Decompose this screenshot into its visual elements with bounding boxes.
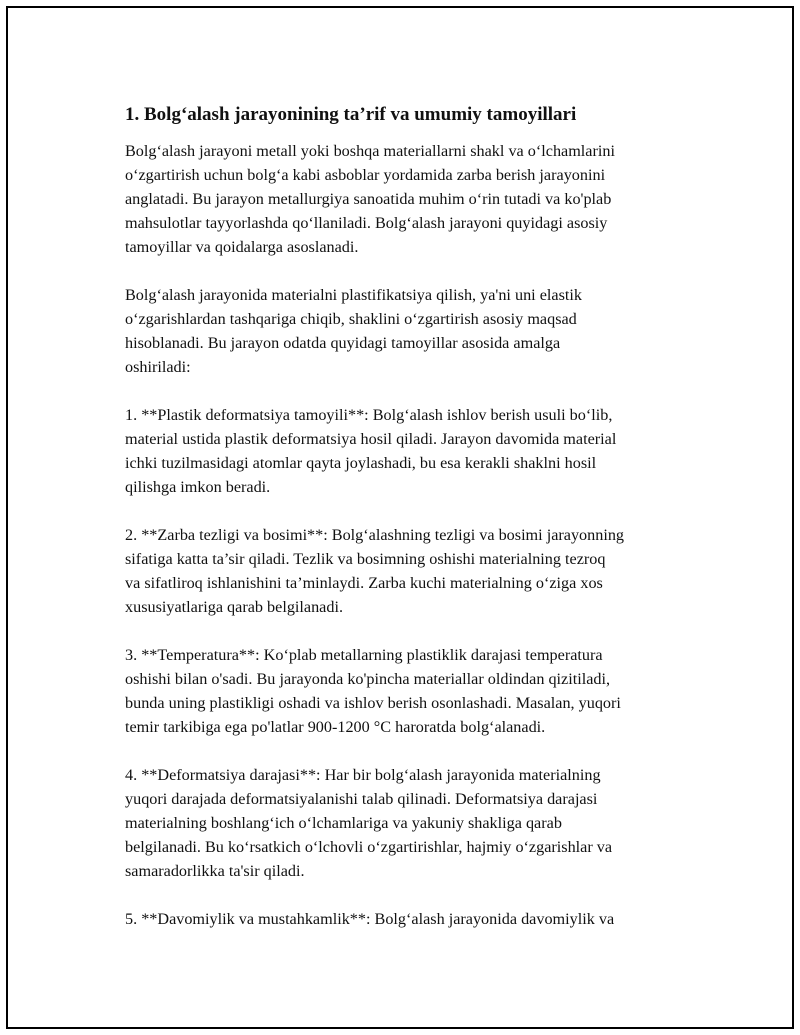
paragraph-line: temir tarkibiga ega po'latlar 900-1200 °C haroratda bolg‘alanadi.: [125, 718, 546, 736]
paragraph-line: belgilanadi. Bu ko‘rsatkich o‘lchovli o‘zgartirishlar, hajmiy o‘zgarishlar va: [125, 838, 613, 856]
paragraph-line: qilishga imkon beradi.: [125, 478, 271, 496]
paragraph-line: mahsulotlar tayyorlashda qo‘llaniladi. Bolg‘alash jarayoni quyidagi asosiy: [125, 214, 608, 232]
paragraph-line: 2. **Zarba tezligi va bosimi**: Bolg‘alashning tezligi va bosimi jarayonning: [125, 526, 625, 544]
section-heading: 1. Bolg‘alash jarayonining ta’rif va umumiy tamoyillari: [125, 104, 577, 125]
paragraph-line: o‘zgarishlardan tashqariga chiqib, shaklini o‘zgartirish asosiy maqsad: [125, 310, 577, 328]
paragraph-line: oshiriladi:: [125, 358, 191, 376]
paragraph-line: sifatiga katta ta’sir qiladi. Tezlik va bosimning oshishi materialning tezroq: [125, 550, 606, 568]
paragraph-list: [125, 139, 705, 931]
paragraph: [125, 763, 705, 883]
paragraph-line: ichki tuzilmasidagi atomlar qayta joylashadi, bu esa kerakli shaklni hosil: [125, 454, 597, 472]
paragraph-line: bunda uning plastikligi oshadi va ishlov berish osonlashadi. Masalan, yuqori: [125, 694, 621, 712]
paragraph: [125, 523, 705, 619]
paragraph-line: Bolg‘alash jarayonida materialni plastifikatsiya qilish, ya'ni uni elastik: [125, 286, 582, 304]
document-body: [125, 101, 705, 955]
paragraph-line: materialning boshlang‘ich o‘lchamlariga va yakuniy shakliga qarab: [125, 814, 562, 832]
paragraph: [125, 139, 705, 259]
page-frame: [6, 6, 794, 1029]
paragraph-line: yuqori darajada deformatsiyalanishi talab qilinadi. Deformatsiya darajasi: [125, 790, 598, 808]
paragraph-line: anglatadi. Bu jarayon metallurgiya sanoatida muhim o‘rin tutadi va ko'plab: [125, 190, 612, 208]
paragraph-line: 3. **Temperatura**: Ko‘plab metallarning plastiklik darajasi temperatura: [125, 646, 603, 664]
paragraph: [125, 643, 705, 739]
paragraph-line: tamoyillar va qoidalarga asoslanadi.: [125, 238, 359, 256]
paragraph-line: 1. **Plastik deformatsiya tamoyili**: Bolg‘alash ishlov berish usuli bo‘lib,: [125, 406, 613, 424]
paragraph-line: xususiyatlariga qarab belgilanadi.: [125, 598, 344, 616]
paragraph-line: va sifatliroq ishlanishini ta’minlaydi. Zarba kuchi materialning o‘ziga xos: [125, 574, 603, 592]
paragraph: [125, 907, 705, 931]
paragraph: [125, 403, 705, 499]
paragraph-line: samaradorlikka ta'sir qiladi.: [125, 862, 305, 880]
paragraph-line: o‘zgartirish uchun bolg‘a kabi asboblar yordamida zarba berish jarayonini: [125, 166, 606, 184]
paragraph: [125, 283, 705, 379]
paragraph-line: 4. **Deformatsiya darajasi**: Har bir bolg‘alash jarayonida materialning: [125, 766, 601, 784]
paragraph-line: hisoblanadi. Bu jarayon odatda quyidagi tamoyillar asosida amalga: [125, 334, 561, 352]
paragraph-line: 5. **Davomiylik va mustahkamlik**: Bolg‘alash jarayonida davomiylik va: [125, 910, 615, 928]
paragraph-line: Bolg‘alash jarayoni metall yoki boshqa materiallarni shakl va o‘lchamlarini: [125, 142, 615, 160]
paragraph-line: oshishi bilan o'sadi. Bu jarayonda ko'pincha materiallar oldindan qizitiladi,: [125, 670, 611, 688]
paragraph-line: material ustida plastik deformatsiya hosil qiladi. Jarayon davomida material: [125, 430, 617, 448]
